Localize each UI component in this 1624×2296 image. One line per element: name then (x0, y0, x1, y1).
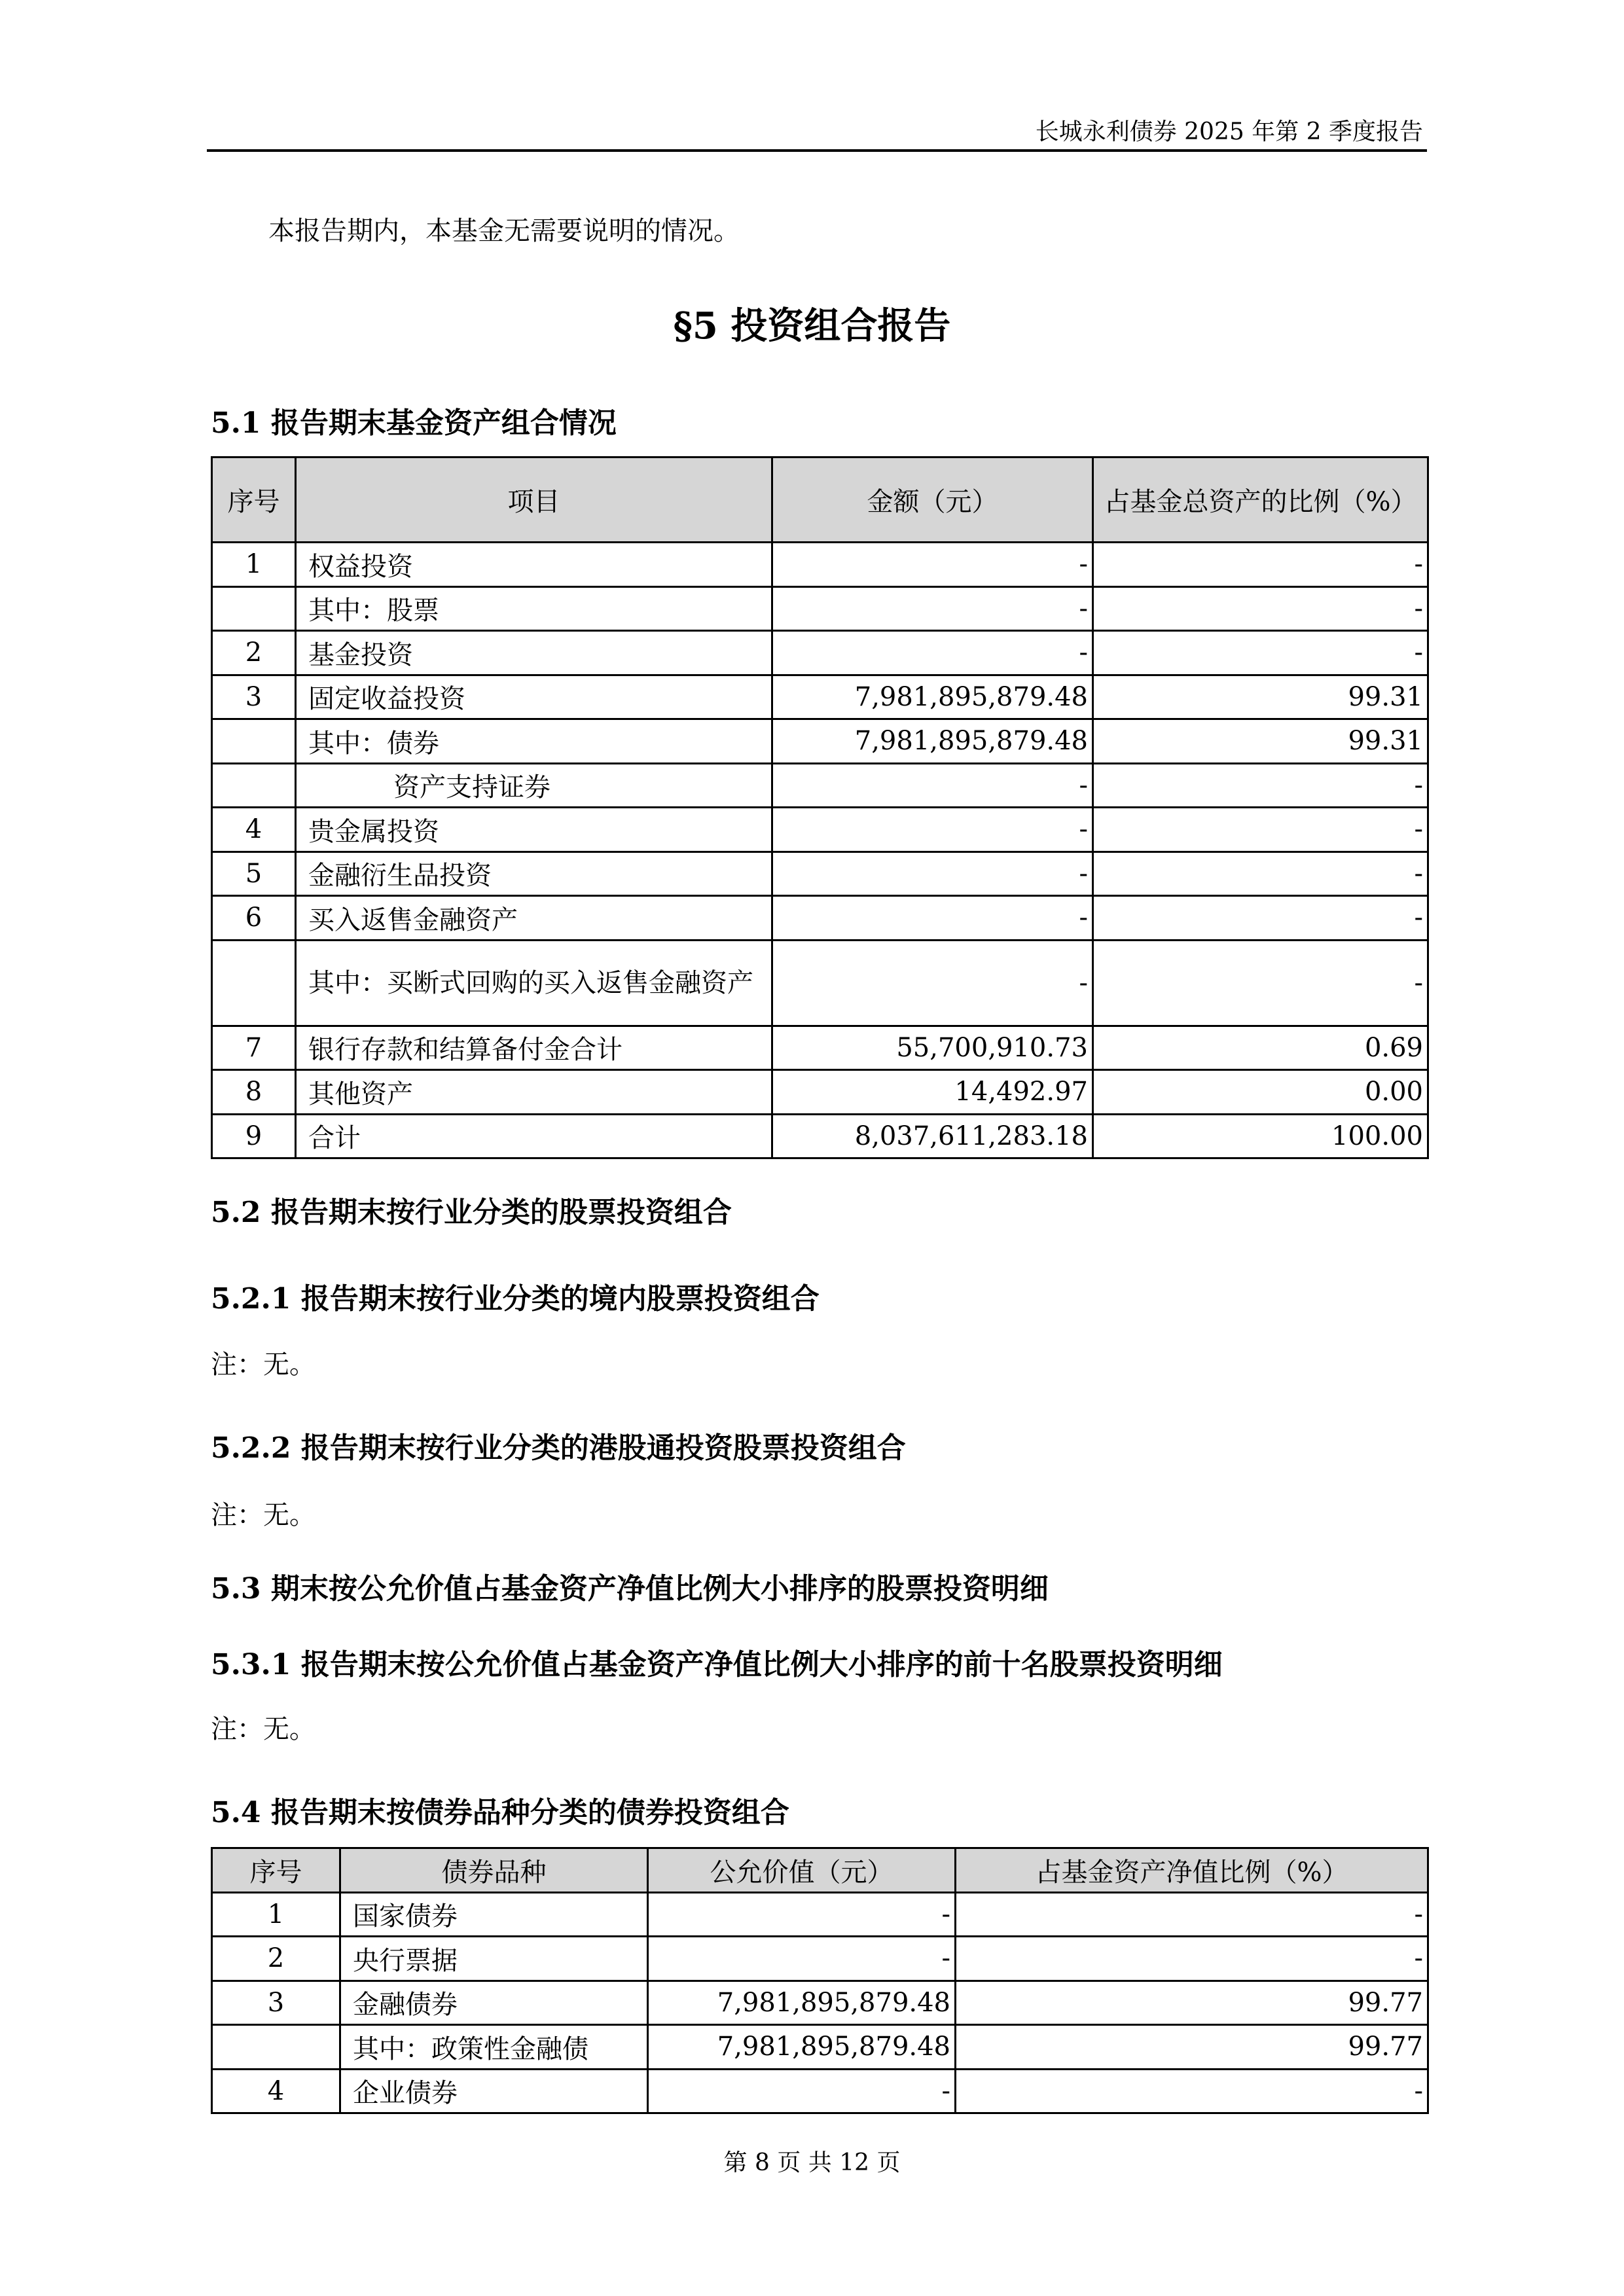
row-ratio: 0.00 (1093, 1070, 1428, 1115)
row-item: 合计 (296, 1114, 772, 1158)
row-no (212, 586, 296, 631)
table-row (212, 631, 1428, 675)
row-no: 2 (212, 631, 296, 675)
table-row (212, 940, 1428, 1026)
row-amount: 55,700,910.73 (772, 1026, 1093, 1070)
table-header-row (212, 1848, 1428, 1893)
row-amount: - (772, 631, 1093, 675)
row-ratio: 100.00 (1093, 1114, 1428, 1158)
row-item: 固定收益投资 (296, 675, 772, 719)
col-header-no: 序号 (212, 457, 296, 543)
section-title: §5 投资组合报告 (673, 304, 951, 348)
asset-composition-table (211, 456, 1429, 1159)
bond-composition-table (211, 1847, 1429, 2114)
row-no (212, 719, 296, 764)
table-row (212, 763, 1428, 808)
row-item: 其他资产 (296, 1070, 772, 1115)
row-amount: - (772, 940, 1093, 1026)
row-amount: - (772, 543, 1093, 587)
table-row (212, 896, 1428, 941)
table-row (212, 1114, 1428, 1158)
note-5-2-2: 注：无。 (211, 1500, 316, 1530)
row-ratio: - (1093, 631, 1428, 675)
row-ratio: - (1093, 586, 1428, 631)
row-ratio: - (956, 2069, 1428, 2113)
row-amount: 7,981,895,879.48 (772, 675, 1093, 719)
row-value: - (648, 1892, 956, 1937)
row-ratio: - (1093, 763, 1428, 808)
row-ratio: 99.31 (1093, 719, 1428, 764)
row-amount: - (772, 852, 1093, 896)
row-item: 买入返售金融资产 (296, 896, 772, 941)
table-header-row (212, 457, 1428, 543)
report-title: 长城永利债券 2025 年第 2 季度报告 (1035, 118, 1423, 145)
row-no: 1 (212, 543, 296, 587)
row-ratio: - (1093, 852, 1428, 896)
row-item: 其中：债券 (296, 719, 772, 764)
col-header-bond-type: 债券品种 (340, 1848, 648, 1893)
row-amount: - (772, 808, 1093, 852)
heading-5-2-2: 5.2.2 报告期末按行业分类的港股通投资股票投资组合 (211, 1431, 906, 1465)
row-ratio: - (1093, 808, 1428, 852)
row-item: 银行存款和结算备付金合计 (296, 1026, 772, 1070)
col-header-item: 项目 (296, 457, 772, 543)
note-5-3-1: 注：无。 (211, 1714, 316, 1744)
table-row (212, 586, 1428, 631)
row-ratio: - (1093, 896, 1428, 941)
row-ratio: 99.77 (956, 1981, 1428, 2025)
row-item: 金融债券 (340, 1981, 648, 2025)
table-row (212, 675, 1428, 719)
row-no: 6 (212, 896, 296, 941)
col-header-amount: 金额（元） (772, 457, 1093, 543)
col-header-ratio: 占基金资产净值比例（%） (956, 1848, 1428, 1893)
row-amount: - (772, 896, 1093, 941)
row-item: 基金投资 (296, 631, 772, 675)
row-ratio: - (956, 1937, 1428, 1981)
table-row (212, 2069, 1428, 2113)
row-item: 贵金属投资 (296, 808, 772, 852)
table-row (212, 1070, 1428, 1115)
row-no: 2 (212, 1937, 340, 1981)
table-row (212, 1981, 1428, 2025)
row-amount: - (772, 763, 1093, 808)
col-header-no: 序号 (212, 1848, 340, 1893)
heading-5-1: 5.1 报告期末基金资产组合情况 (211, 406, 617, 440)
row-amount: - (772, 586, 1093, 631)
row-no: 7 (212, 1026, 296, 1070)
row-item: 资产支持证券 (296, 763, 772, 808)
table-row (212, 2025, 1428, 2070)
row-ratio: - (1093, 940, 1428, 1026)
row-item: 其中：政策性金融债 (340, 2025, 648, 2070)
page-header (207, 115, 1427, 152)
row-item: 国家债券 (340, 1892, 648, 1937)
table-row (212, 1892, 1428, 1937)
row-ratio: 0.69 (1093, 1026, 1428, 1070)
heading-5-2-1: 5.2.1 报告期末按行业分类的境内股票投资组合 (211, 1282, 820, 1316)
row-ratio: - (1093, 543, 1428, 587)
col-header-fair-value: 公允价值（元） (648, 1848, 956, 1893)
row-no: 8 (212, 1070, 296, 1115)
row-value: - (648, 2069, 956, 2113)
row-amount: 7,981,895,879.48 (772, 719, 1093, 764)
row-no (212, 940, 296, 1026)
row-no: 3 (212, 1981, 340, 2025)
row-amount: 8,037,611,283.18 (772, 1114, 1093, 1158)
heading-5-3: 5.3 期末按公允价值占基金资产净值比例大小排序的股票投资明细 (211, 1572, 1049, 1605)
row-item: 央行票据 (340, 1937, 648, 1981)
row-ratio: 99.31 (1093, 675, 1428, 719)
table-row (212, 1937, 1428, 1981)
row-item: 其中：买断式回购的买入返售金融资产 (296, 940, 772, 1026)
note-5-2-1: 注：无。 (211, 1350, 316, 1380)
heading-5-4: 5.4 报告期末按债券品种分类的债券投资组合 (211, 1796, 789, 1829)
table-row (212, 852, 1428, 896)
row-item: 权益投资 (296, 543, 772, 587)
table-row (212, 719, 1428, 764)
row-ratio: 99.77 (956, 2025, 1428, 2070)
row-value: 7,981,895,879.48 (648, 2025, 956, 2070)
row-value: 7,981,895,879.48 (648, 1981, 956, 2025)
row-no (212, 2025, 340, 2070)
row-no: 4 (212, 2069, 340, 2113)
heading-5-3-1: 5.3.1 报告期末按公允价值占基金资产净值比例大小排序的前十名股票投资明细 (211, 1648, 1223, 1681)
table-row (212, 543, 1428, 587)
row-no: 5 (212, 852, 296, 896)
intro-text: 本报告期内，本基金无需要说明的情况。 (268, 216, 740, 246)
row-no: 3 (212, 675, 296, 719)
row-no: 9 (212, 1114, 296, 1158)
table-row (212, 808, 1428, 852)
row-no: 4 (212, 808, 296, 852)
col-header-ratio: 占基金总资产的比例（%） (1093, 457, 1428, 543)
row-amount: 14,492.97 (772, 1070, 1093, 1115)
table-row (212, 1026, 1428, 1070)
row-item: 企业债券 (340, 2069, 648, 2113)
row-ratio: - (956, 1892, 1428, 1937)
heading-5-2: 5.2 报告期末按行业分类的股票投资组合 (211, 1196, 732, 1229)
row-item: 其中：股票 (296, 586, 772, 631)
row-value: - (648, 1937, 956, 1981)
row-item: 金融衍生品投资 (296, 852, 772, 896)
row-no: 1 (212, 1892, 340, 1937)
row-no (212, 763, 296, 808)
page-footer: 第 8 页 共 12 页 (723, 2149, 901, 2176)
